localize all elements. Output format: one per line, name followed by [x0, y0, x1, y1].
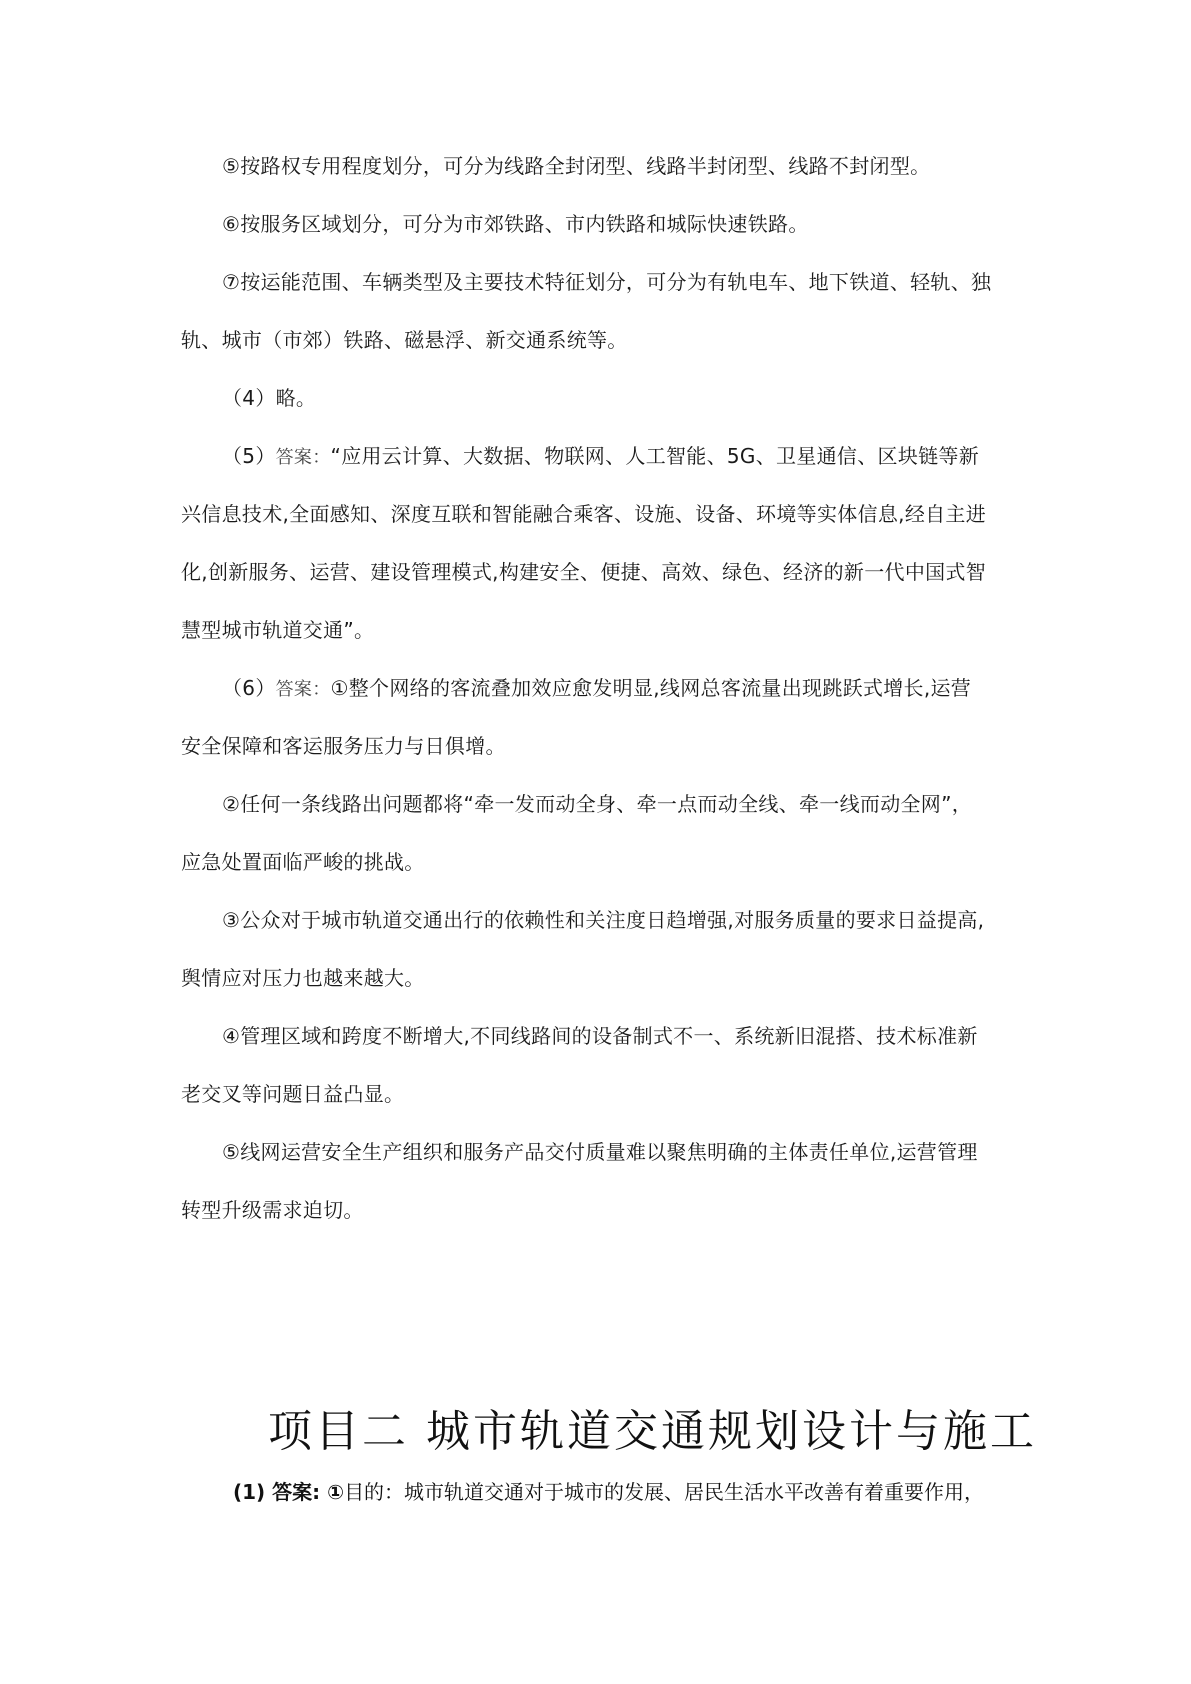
- paragraph-line: 兴信息技术,全面感知、深度互联和智能融合乘客、设施、设备、环境等实体信息,经自主进: [181, 502, 987, 526]
- paragraph-line: （4）略。: [222, 386, 317, 410]
- answer-1-line: [233, 1479, 984, 1505]
- paragraph-line: ⑤按路权专用程度划分，可分为线路全封闭型、线路半封闭型、线路不封闭型。: [222, 154, 931, 178]
- paragraph-line: 老交叉等问题日益凸显。: [181, 1082, 405, 1106]
- answer-5-label: 答案：: [275, 447, 331, 468]
- paragraph-line: ③公众对于城市轨道交通出行的依赖性和关注度日趋增强,对服务质量的要求日益提高,: [222, 908, 985, 932]
- answer-5-prefix: （5）: [222, 444, 276, 468]
- answer-6-first-line: [222, 675, 1062, 703]
- paragraph-line: ⑦按运能范围、车辆类型及主要技术特征划分，可分为有轨电车、地下铁道、轻轨、独: [222, 270, 992, 294]
- paragraph-line: ②任何一条线路出问题都将“牵一发而动全身、牵一点而动全线、牵一线而动全网”，: [222, 792, 973, 816]
- answer-5-text: “应用云计算、大数据、物联网、人工智能、5G、卫星通信、区块链等新: [330, 444, 980, 468]
- paragraph-line: ④管理区域和跨度不断增大,不同线路间的设备制式不一、系统新旧混搭、技术标准新: [222, 1024, 978, 1048]
- paragraph-line: 安全保障和客运服务压力与日俱增。: [181, 734, 506, 758]
- paragraph-line: 舆情应对压力也越来越大。: [181, 966, 425, 990]
- paragraph-line: 转型升级需求迫切。: [181, 1198, 364, 1222]
- paragraph-line: ⑥按服务区域划分，可分为市郊铁路、市内铁路和城际快速铁路。: [222, 212, 809, 236]
- answer-1-prefix: (1) 答案:: [233, 1480, 328, 1504]
- paragraph-line: 轨、城市（市郊）铁路、磁悬浮、新交通系统等。: [181, 328, 628, 352]
- paragraph-line: 化,创新服务、运营、建设管理模式,构建安全、便捷、高效、绿色、经济的新一代中国式智: [181, 560, 987, 584]
- paragraph-line: 慧型城市轨道交通”。: [181, 618, 375, 642]
- answer-6-prefix: （6）: [222, 676, 276, 700]
- answer-6-text: ①整个网络的客流叠加效应愈发明显,线网总客流量出现跳跃式增长,运营: [330, 676, 972, 700]
- answer-1-marker: ①: [327, 1480, 345, 1504]
- answer-1-text: 目的：城市轨道交通对于城市的发展、居民生活水平改善有着重要作用，: [344, 1480, 985, 1504]
- paragraph-line: ⑤线网运营安全生产组织和服务产品交付质量难以聚焦明确的主体责任单位,运营管理: [222, 1140, 978, 1164]
- section-heading: 项目二 城市轨道交通规划设计与施工: [268, 1406, 1037, 1457]
- answer-5-first-line: [222, 443, 1062, 471]
- answer-6-label: 答案：: [275, 679, 331, 700]
- paragraph-line: 应急处置面临严峻的挑战。: [181, 850, 425, 874]
